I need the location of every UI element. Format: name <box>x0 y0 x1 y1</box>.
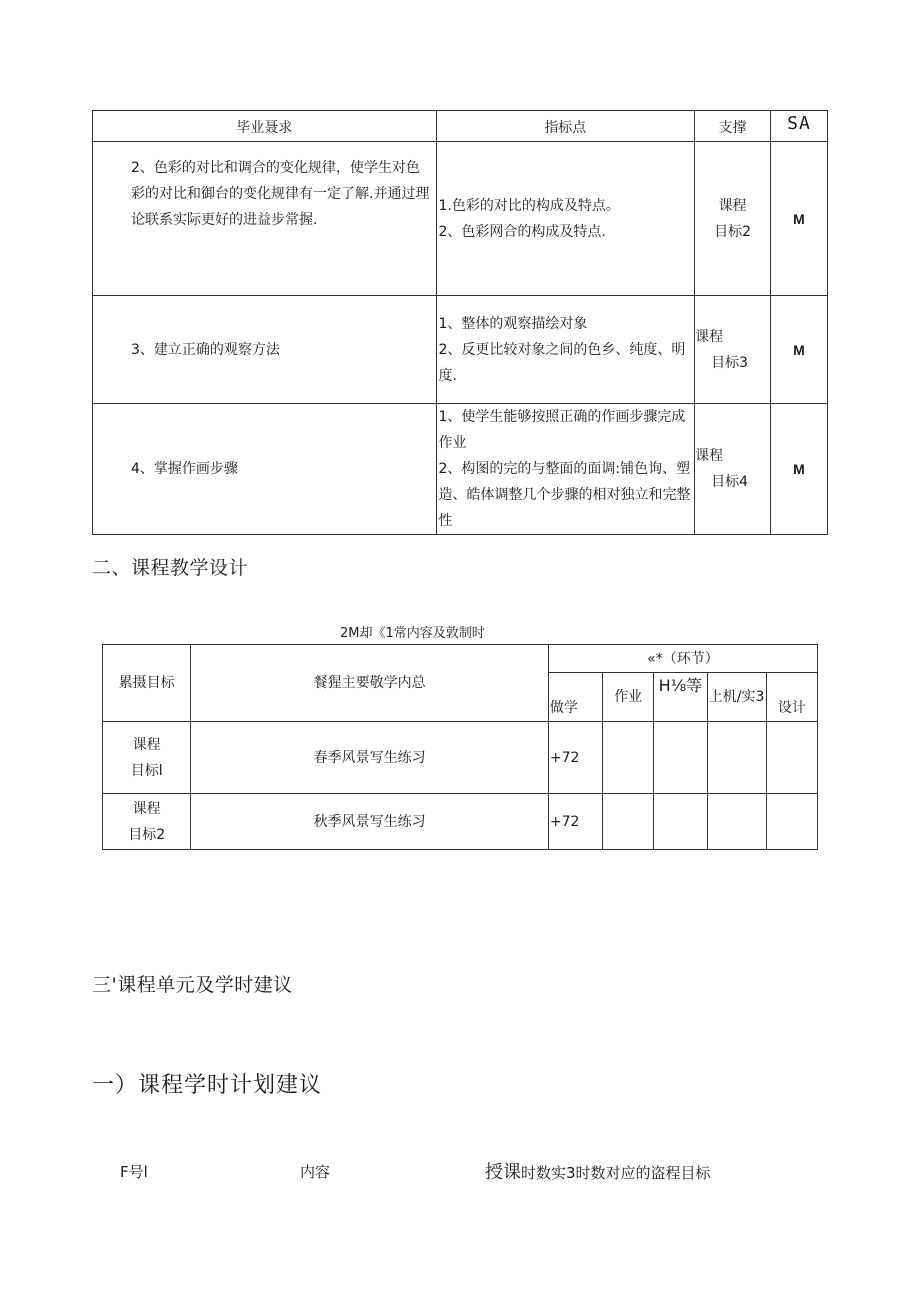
header-support: 支撑 <box>695 111 771 142</box>
empty-cell <box>654 794 707 850</box>
header-sub-5: 设计 <box>766 673 817 722</box>
level-cell: M <box>771 404 828 535</box>
footer-col-2: 内容 <box>300 1163 331 1181</box>
requirement-cell: 2、色彩的对比和调合的变化规律，使学生对色彩的对比和御台的变化规律有一定了解.并通过理论联系实际更好的进益步常握. <box>93 142 437 296</box>
header-goal: 累摄目标 <box>103 645 191 722</box>
empty-cell <box>654 722 707 794</box>
empty-cell <box>766 794 817 850</box>
subsection-title: 一）课程学时计划建议 <box>92 1073 323 1098</box>
hours-cell: +72 <box>548 722 602 794</box>
header-group: «*（环节） <box>548 645 817 673</box>
content-cell: 春季风景写生练习 <box>191 722 549 794</box>
header-sub-3: H⅛等 <box>654 673 707 722</box>
footer-col-3-b: 时数实3时数对应的盗程目标 <box>521 1164 711 1182</box>
table-row <box>93 142 828 296</box>
header-sub-2: 作业 <box>603 673 654 722</box>
table-row <box>93 296 828 404</box>
empty-cell <box>603 722 654 794</box>
section-2-title: 二、课程教学设计 <box>92 557 249 579</box>
indicator-line: 2、构图的完的与整面的面调:铺色询、塑造、皓体调整几个步骤的相对独立和完整性 <box>438 461 691 529</box>
indicator-cell <box>436 142 695 296</box>
section-3-title: 三'课程单元及学时建议 <box>92 974 293 996</box>
indicator-cell <box>436 296 695 404</box>
header-requirement: 毕业聂求 <box>93 111 437 142</box>
content-cell: 秋季风景写生练习 <box>191 794 549 850</box>
indicator-line: 1、使学生能够按照正确的作画步骤完成作业 <box>438 409 686 451</box>
level-cell: M <box>771 296 828 404</box>
level-cell: M <box>771 142 828 296</box>
indicator-line: 1、整体的观察描绘对象 <box>438 315 588 332</box>
empty-cell <box>707 722 766 794</box>
hours-cell: +72 <box>548 794 602 850</box>
teaching-content-table <box>102 644 818 850</box>
support-line: 目标2 <box>714 223 752 240</box>
header-sub-1: 做学 <box>548 673 602 722</box>
table-header-row <box>93 111 828 142</box>
header-indicator: 指标点 <box>436 111 695 142</box>
goal-line: 课程 <box>132 800 161 817</box>
support-cell <box>695 296 771 404</box>
indicator-line: 2、色彩网合的构成及特点. <box>438 223 606 240</box>
goal-line: 课程 <box>132 736 161 753</box>
graduation-requirements-table <box>92 110 828 535</box>
support-line: 课程 <box>718 197 747 214</box>
support-line: 课程 <box>695 448 724 464</box>
goal-line: 目标2 <box>128 826 166 843</box>
footer-col-3 <box>485 1158 711 1184</box>
empty-cell <box>603 794 654 850</box>
goal-cell <box>103 794 191 850</box>
table-row <box>103 794 818 850</box>
table-caption: 2M却《1常内容及敦制时 <box>340 626 485 641</box>
table-row <box>93 404 828 535</box>
support-cell <box>695 142 771 296</box>
support-line: 目标3 <box>711 354 749 371</box>
support-line: 目标4 <box>711 474 749 490</box>
empty-cell <box>707 794 766 850</box>
table-header-row <box>103 645 818 673</box>
goal-cell <box>103 722 191 794</box>
support-line: 课程 <box>695 328 724 345</box>
header-sa: SA <box>771 111 828 142</box>
requirement-cell: 3、建立正确的观察方法 <box>93 296 437 404</box>
footer-col-3-a: 授课 <box>485 1162 521 1183</box>
indicator-line: 2、反更比较对象之间的色乡、纯度、明度. <box>438 341 686 384</box>
support-cell <box>695 404 771 535</box>
table-row <box>103 722 818 794</box>
footer-col-1: F号l <box>120 1163 148 1181</box>
requirement-cell: 4、掌握作画步骤 <box>93 404 437 535</box>
indicator-line: 1.色彩的对比的构成及特点。 <box>438 197 620 214</box>
header-sub-4: 上机/实3 <box>707 673 766 722</box>
header-content: 餐猩主要敬学内总 <box>191 645 549 722</box>
empty-cell <box>766 722 817 794</box>
goal-line: 目标l <box>130 762 163 779</box>
indicator-cell <box>436 404 695 535</box>
